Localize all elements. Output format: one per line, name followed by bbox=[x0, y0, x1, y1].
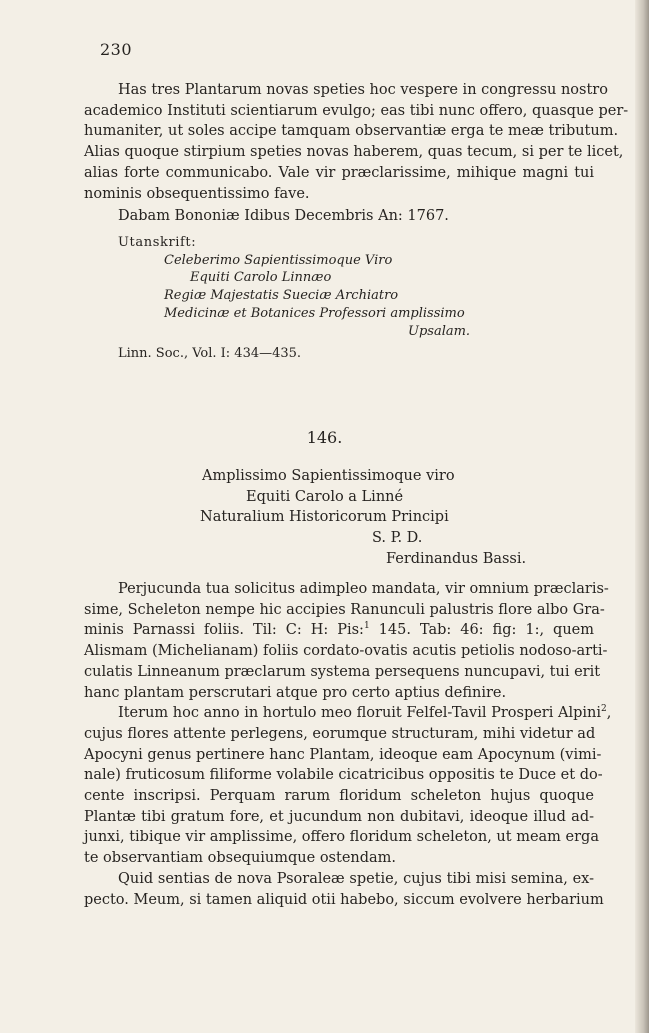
text-line: pecto. Meum, si tamen aliquid otii habebo, siccum evolvere herbarium bbox=[84, 891, 604, 908]
text-line: Alias quoque stirpium speties novas haberem, quas tecum, si per te licet, bbox=[84, 144, 624, 161]
address-line: Upsalam. bbox=[408, 323, 471, 339]
text-line: Has tres Plantarum novas speties hoc vespere in congressu nostro bbox=[118, 82, 608, 98]
text-line: Perjucunda tua solicitus adimpleo mandata, vir omnium præclaris- bbox=[118, 581, 609, 597]
text-line: te observantiam obsequiumque ostendam. bbox=[84, 850, 397, 867]
text-segment: , bbox=[606, 705, 612, 722]
text-line bbox=[84, 703, 612, 724]
text-line: culatis Linneanum præclarum systema persequens nuncupavi, tui erit bbox=[84, 663, 601, 680]
closing-paragraph bbox=[84, 80, 629, 227]
page-number: 230 bbox=[100, 40, 133, 59]
text-line: Alismam (Michelianam) foliis cordato-ovatis acutis petiolis nodoso-arti- bbox=[84, 643, 608, 660]
letter-number: 146. bbox=[306, 428, 343, 447]
outer-address-block bbox=[118, 234, 478, 340]
footnote-marker: 2 bbox=[601, 704, 607, 715]
text-line: junxi, tibique vir amplissime, offero floridum scheleton, ut meam erga bbox=[84, 829, 599, 846]
text-line: alias forte communicabo. Vale vir præclarissime, mihique magni tui bbox=[84, 164, 594, 181]
text-line: Plantæ tibi gratum fore, et jucundum non dubitavi, ideoque illud ad- bbox=[84, 808, 594, 825]
signature-line: Ferdinandus Bassi. bbox=[386, 550, 527, 567]
text-line: cujus flores attente perlegens, eorumque structuram, mihi videtur ad bbox=[84, 725, 596, 742]
address-line: Equiti Carolo Linnæo bbox=[190, 270, 332, 286]
page-edge-shadow bbox=[635, 0, 649, 1033]
text-line: cente inscripsi. Perquam rarum floridum scheleton hujus quoque bbox=[84, 788, 594, 805]
text-segment: Iterum hoc anno in hortulo meo floruit Felfel-Tavil Prosperi Alpini bbox=[118, 705, 601, 722]
text-line: Quid sentias de nova Psoraleæ spetie, cujus tibi misi semina, ex- bbox=[118, 870, 594, 887]
text-line: hanc plantam perscrutari atque pro certo aptius definire. bbox=[84, 684, 507, 701]
text-line: sime, Scheleton nempe hic accipies Ranunculi palustris flore albo Gra- bbox=[84, 601, 605, 618]
source-reference: Linn. Soc., Vol. I: 434—435. bbox=[118, 346, 302, 361]
text-line bbox=[84, 620, 594, 641]
text-line: nale) fruticosum filiforme volabile cicatricibus oppositis te Duce et do- bbox=[84, 767, 603, 784]
salutation-line: Amplissimo Sapientissimoque viro bbox=[202, 468, 455, 484]
salutation-block bbox=[0, 466, 649, 570]
utanskrift-label: Utanskrift: bbox=[118, 235, 197, 250]
date-line: Dabam Bononiæ Idibus Decembris An: 1767. bbox=[118, 208, 449, 225]
salutation-line: Equiti Carolo a Linné bbox=[246, 488, 404, 505]
salutation-line: S. P. D. bbox=[372, 530, 423, 547]
text-line: Apocyni genus pertinere hanc Plantam, ideoque eam Apocynum (vimi- bbox=[84, 746, 602, 763]
text-segment: minis Parnassi foliis. Til: C: H: Pis: bbox=[84, 622, 364, 639]
letter-body bbox=[84, 579, 612, 910]
salutation-line: Naturalium Historicorum Principi bbox=[200, 509, 449, 526]
address-line: Regiæ Majestatis Sueciæ Archiatro bbox=[164, 288, 399, 304]
text-line: academico Instituti scientiarum evulgo; eas tibi nunc offero, quasque per- bbox=[84, 102, 629, 119]
address-line: Medicinæ et Botanices Professori amplissimo bbox=[164, 305, 465, 321]
footnote-marker: 1 bbox=[363, 621, 370, 632]
text-line: humaniter, ut soles accipe tamquam observantiæ erga te meæ tributum. bbox=[84, 123, 619, 140]
text-segment: 145. Tab: 46: fig: 1:, quem bbox=[369, 622, 594, 639]
address-line: Celeberimo Sapientissimoque Viro bbox=[164, 252, 393, 268]
text-line: nominis obsequentissimo fave. bbox=[84, 185, 310, 202]
